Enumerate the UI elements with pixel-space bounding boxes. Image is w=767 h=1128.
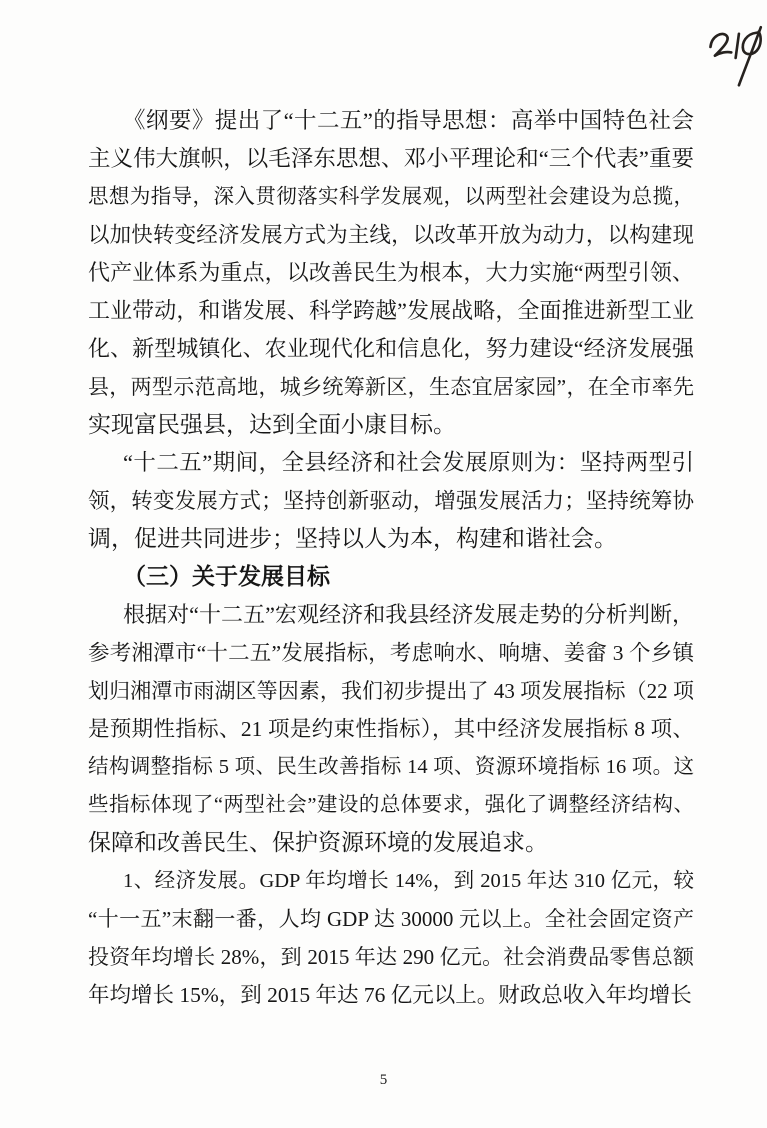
text-line: 《纲要》提出了“十二五”的指导思想：高举中国特色社会	[123, 108, 694, 133]
handwriting-strokes	[705, 24, 767, 94]
text-line: 些指标体现了“两型社会”建设的总体要求，强化了调整经济结构、	[88, 794, 694, 816]
text-line: 划归湘潭市雨湖区等因素，我们初步提出了 43 项发展指标（22 项	[88, 679, 694, 703]
text-line: 领，转变发展方式；坚持创新驱动，增强发展活力；坚持统筹协	[88, 489, 694, 513]
text-line: 实现富民强县，达到全面小康目标。	[88, 412, 456, 437]
section-heading: （三）关于发展目标	[123, 564, 330, 589]
text-line: 主义伟大旗帜，以毛泽东思想、邓小平理论和“三个代表”重要	[88, 146, 694, 171]
text-line: 参考湘潭市“十二五”发展指标，考虑响水、响塘、姜畲 3 个乡镇	[88, 641, 694, 665]
text-line: “十一五”末翻一番，人均 GDP 达 30000 元以上。全社会固定资产	[88, 907, 694, 931]
text-line: 以加快转变经济发展方式为主线，以改革开放为动力，以构建现	[88, 223, 694, 247]
text-line: 年均增长 15%，到 2015 年达 76 亿元以上。财政总收入年均增长	[88, 983, 692, 1007]
text-block	[88, 102, 694, 1014]
text-line: 根据对“十二五”宏观经济和我县经济发展走势的分析判断，	[123, 602, 694, 627]
text-line: 结构调整指标 5 项、民生改善指标 14 项、资源环境指标 16 项。这	[88, 756, 694, 778]
text-line: 调，促进共同进步；坚持以人为本，构建和谐社会。	[88, 526, 617, 551]
text-line: 保障和改善民生、保护资源环境的发展追求。	[88, 830, 548, 855]
handwritten-page-number	[705, 24, 767, 94]
text-line: 1、经济发展。GDP 年均增长 14%，到 2015 年达 310 亿元，较	[123, 870, 694, 892]
text-line: 化、新型城镇化、农业现代化和信息化，努力建设“经济发展强	[88, 336, 694, 361]
text-line: 工业带动，和谐发展、科学跨越”发展战略，全面推进新型工业	[88, 298, 694, 323]
text-line: 投资年均增长 28%，到 2015 年达 290 亿元。社会消费品零售总额	[88, 945, 694, 969]
page-number: 5	[379, 1072, 388, 1088]
text-line: 是预期性指标、21 项是约束性指标），其中经济发展指标 8 项、	[88, 717, 694, 741]
text-line: 思想为指导，深入贯彻落实科学发展观，以两型社会建设为总揽，	[88, 186, 694, 208]
text-line: 县，两型示范高地，城乡统筹新区，生态宜居家园”，在全市率先	[88, 375, 694, 399]
text-line: “十二五”期间，全县经济和社会发展原则为：坚持两型引	[123, 450, 694, 475]
text-line: 代产业体系为重点，以改善民生为根本，大力实施“两型引领、	[88, 260, 694, 285]
